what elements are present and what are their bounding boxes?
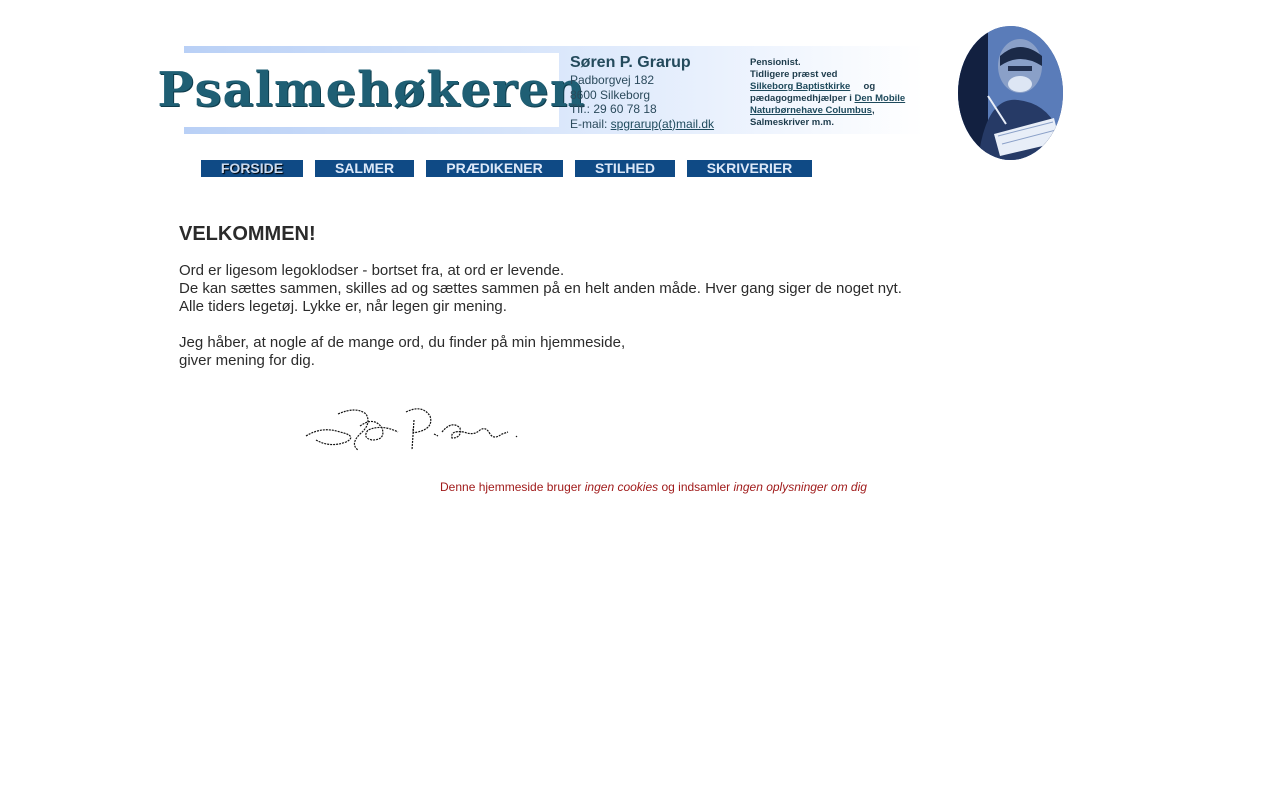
author-portrait: [958, 26, 1063, 160]
nav-item-salmer[interactable]: SALMER: [315, 160, 414, 177]
privacy-no-data: ingen oplysninger om dig: [733, 480, 867, 494]
hope-line-2: giver mening for dig.: [179, 352, 315, 369]
logo-text: Psalmehøkeren: [157, 62, 586, 118]
address-street: Padborgvej 182: [570, 73, 655, 87]
bio-line-5: Salmeskriver m.m.: [750, 117, 834, 128]
bio-block: [750, 57, 920, 129]
privacy-notice: [440, 480, 867, 494]
author-name: Søren P. Grarup: [570, 54, 691, 71]
kindergarten-link[interactable]: Den Mobile Naturbørnehave Columbus: [750, 93, 906, 116]
signature-drawing: [302, 402, 522, 458]
phone-number: Tlf.: 29 60 78 18: [570, 102, 657, 116]
bio-comma: ,: [871, 105, 875, 116]
address-city: 8600 Silkeborg: [570, 87, 651, 102]
site-logo[interactable]: [157, 53, 586, 127]
intro-line-1: Ord er ligesom legoklodser - bortset fra, at ord er levende.: [179, 262, 565, 279]
baptist-church-link[interactable]: Silkeborg Baptistkirke: [750, 81, 851, 92]
portrait-photo: [958, 26, 1063, 160]
privacy-no-cookies: ingen cookies: [584, 480, 659, 494]
page-title: VELKOMMEN!: [179, 223, 316, 245]
hope-line-1: Jeg håber, at nogle af de mange ord, du finder på min hjemmeside,: [179, 334, 626, 351]
nav-item-praedikener[interactable]: PRÆDIKENER: [426, 160, 563, 177]
bio-conjunction: og: [863, 81, 876, 92]
email-label: E-mail:: [570, 116, 611, 131]
intro-paragraph: [179, 262, 939, 316]
bio-line-4: [750, 93, 920, 117]
nav-item-skriverier[interactable]: SKRIVERIER: [687, 160, 812, 177]
handwritten-signature: [302, 402, 522, 458]
bio-line-1: Pensionist.: [750, 57, 801, 68]
privacy-middle: og indsamler: [658, 480, 734, 494]
email-link[interactable]: spgrarup(at)mail.dk: [610, 116, 715, 131]
bio-line-3: [750, 81, 920, 93]
hope-paragraph: [179, 334, 939, 370]
privacy-prefix: Denne hjemmeside bruger: [440, 480, 585, 494]
contact-block: [570, 54, 714, 131]
intro-line-2: De kan sættes sammen, skilles ad og sættes sammen på en helt anden måde. Hver gang siger de noget nyt.: [179, 280, 902, 297]
nav-item-forside[interactable]: FORSIDE: [201, 160, 303, 177]
bio-line-2: Tidligere præst ved: [750, 69, 838, 80]
email-row: [570, 117, 714, 132]
main-content: [179, 222, 939, 388]
nav-item-stilhed[interactable]: STILHED: [575, 160, 675, 177]
bio-role: pædagogmedhjælper i: [750, 93, 852, 104]
intro-line-3: Alle tiders legetøj. Lykke er, når legen gir mening.: [179, 298, 507, 315]
